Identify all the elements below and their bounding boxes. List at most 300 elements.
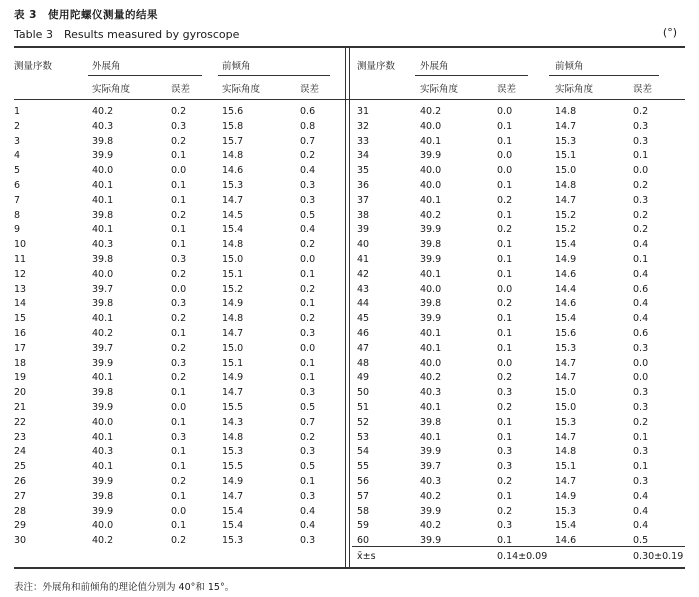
cell-right-outer-error: 0.0 bbox=[497, 283, 513, 295]
cell-left-front-actual: 14.5 bbox=[222, 209, 244, 221]
cell-right-front-actual: 15.6 bbox=[555, 328, 577, 339]
cell-left-seq: 10 bbox=[14, 239, 27, 251]
cell-right-front-error: 0.3 bbox=[633, 387, 649, 399]
cell-right-outer-actual: 39.9 bbox=[420, 224, 442, 236]
cell-left-front-error: 0.3 bbox=[300, 446, 316, 458]
cell-left-front-error: 0.4 bbox=[300, 520, 316, 532]
cell-left-front-error: 0.2 bbox=[300, 313, 316, 325]
cell-left-front-actual: 14.8 bbox=[222, 431, 244, 443]
cell-right-seq: 36 bbox=[357, 180, 370, 191]
cell-right-front-actual: 14.4 bbox=[555, 283, 577, 295]
cell-left-front-error: 0.1 bbox=[300, 372, 316, 384]
cell-right-outer-error: 0.1 bbox=[497, 342, 513, 354]
cell-left-front-error: 0.4 bbox=[300, 165, 316, 177]
outer-subheader-rule-right bbox=[415, 75, 528, 76]
cell-left-front-error: 0.3 bbox=[300, 328, 316, 339]
cell-left-outer-error: 0.1 bbox=[171, 446, 187, 458]
cell-right-outer-actual: 40.1 bbox=[420, 328, 442, 339]
header-seq-left: 测量序数 bbox=[14, 61, 53, 72]
cell-right-outer-error: 0.1 bbox=[497, 431, 513, 443]
cell-right-outer-actual: 39.9 bbox=[420, 446, 442, 458]
cell-right-front-error: 0.3 bbox=[633, 135, 649, 147]
cell-right-outer-error: 0.0 bbox=[497, 165, 513, 177]
cell-left-outer-error: 0.1 bbox=[171, 520, 187, 532]
cell-left-outer-actual: 40.1 bbox=[92, 372, 114, 384]
cell-right-outer-actual: 40.3 bbox=[420, 476, 442, 487]
cell-right-front-actual: 14.8 bbox=[555, 106, 577, 117]
cell-left-seq: 9 bbox=[14, 224, 21, 236]
cell-left-front-actual: 15.4 bbox=[222, 224, 244, 236]
cell-right-seq: 32 bbox=[357, 120, 370, 132]
header-outer-error-right: 误差 bbox=[497, 84, 517, 95]
cell-right-front-actual: 15.0 bbox=[555, 165, 577, 177]
header-front-error-left: 误差 bbox=[300, 84, 320, 95]
cell-right-outer-actual: 39.9 bbox=[420, 150, 442, 162]
cell-right-outer-actual: 39.8 bbox=[420, 239, 442, 251]
front-subheader-rule-right bbox=[549, 75, 659, 76]
cell-left-front-actual: 15.4 bbox=[222, 505, 244, 517]
divider-line-2 bbox=[349, 47, 350, 567]
cell-left-outer-error: 0.1 bbox=[171, 387, 187, 399]
cell-right-front-error: 0.2 bbox=[633, 209, 649, 221]
cell-left-outer-error: 0.0 bbox=[171, 283, 187, 295]
cell-right-front-error: 0.4 bbox=[633, 239, 649, 251]
cell-left-outer-error: 0.1 bbox=[171, 224, 187, 236]
cell-right-seq: 39 bbox=[357, 224, 370, 236]
cell-left-seq: 16 bbox=[14, 328, 27, 339]
cell-right-front-actual: 14.7 bbox=[555, 194, 577, 206]
cell-right-front-error: 0.4 bbox=[633, 490, 649, 502]
cell-right-outer-error: 0.3 bbox=[497, 461, 513, 473]
cell-right-seq: 53 bbox=[357, 431, 370, 443]
cell-left-front-actual: 15.5 bbox=[222, 402, 244, 413]
cell-left-outer-actual: 39.9 bbox=[92, 357, 114, 369]
cell-left-seq: 26 bbox=[14, 476, 27, 487]
divider-line-1 bbox=[345, 47, 346, 567]
cell-left-front-error: 0.8 bbox=[300, 120, 316, 132]
cell-left-outer-actual: 40.3 bbox=[92, 120, 114, 132]
cell-right-front-error: 0.1 bbox=[633, 150, 649, 162]
cell-right-front-error: 0.4 bbox=[633, 520, 649, 532]
cell-right-outer-error: 0.2 bbox=[497, 505, 513, 517]
cell-right-seq: 40 bbox=[357, 239, 370, 251]
cell-right-front-actual: 14.6 bbox=[555, 535, 577, 547]
cell-right-outer-error: 0.1 bbox=[497, 268, 513, 280]
cell-left-seq: 21 bbox=[14, 402, 27, 413]
header-front-left: 前倾角 bbox=[222, 61, 251, 72]
cell-right-front-error: 0.0 bbox=[633, 165, 649, 177]
cell-left-outer-actual: 39.7 bbox=[92, 283, 114, 295]
cell-left-front-error: 0.3 bbox=[300, 535, 316, 547]
cell-left-front-error: 0.2 bbox=[300, 239, 316, 251]
cell-left-front-error: 0.6 bbox=[300, 106, 316, 117]
cell-right-front-error: 0.4 bbox=[633, 298, 649, 310]
cell-left-seq: 27 bbox=[14, 490, 27, 502]
cell-right-front-error: 0.3 bbox=[633, 194, 649, 206]
cell-left-front-error: 0.2 bbox=[300, 283, 316, 295]
cell-right-seq: 49 bbox=[357, 372, 370, 384]
cell-right-front-error: 0.3 bbox=[633, 120, 649, 132]
cell-right-front-error: 0.2 bbox=[633, 180, 649, 191]
cell-right-front-error: 0.2 bbox=[633, 416, 649, 428]
cell-left-outer-actual: 39.9 bbox=[92, 505, 114, 517]
cell-right-front-error: 0.1 bbox=[633, 254, 649, 265]
cell-left-seq: 19 bbox=[14, 372, 27, 384]
cell-left-front-error: 0.4 bbox=[300, 224, 316, 236]
cell-left-front-error: 0.5 bbox=[300, 461, 316, 473]
cell-right-front-actual: 14.6 bbox=[555, 268, 577, 280]
cell-left-front-error: 0.0 bbox=[300, 342, 316, 354]
cell-right-outer-actual: 40.1 bbox=[420, 268, 442, 280]
cell-left-front-actual: 14.9 bbox=[222, 372, 244, 384]
cell-left-seq: 7 bbox=[14, 194, 21, 206]
cell-right-outer-error: 0.1 bbox=[497, 490, 513, 502]
cell-left-outer-actual: 39.7 bbox=[92, 342, 114, 354]
header-outer-left: 外展角 bbox=[92, 61, 121, 72]
cell-right-outer-actual: 40.2 bbox=[420, 490, 442, 502]
cell-left-outer-actual: 39.8 bbox=[92, 298, 114, 310]
cell-left-outer-actual: 40.1 bbox=[92, 194, 114, 206]
cell-right-seq: 46 bbox=[357, 328, 370, 339]
cell-left-seq: 8 bbox=[14, 209, 21, 221]
cell-left-seq: 23 bbox=[14, 431, 27, 443]
table-title-cn: 表 3 使用陀螺仪测量的结果 bbox=[14, 9, 158, 21]
cell-left-seq: 17 bbox=[14, 342, 27, 354]
cell-right-seq: 37 bbox=[357, 194, 370, 206]
cell-right-outer-actual: 40.0 bbox=[420, 357, 442, 369]
cell-right-seq: 42 bbox=[357, 268, 370, 280]
cell-left-front-actual: 14.7 bbox=[222, 328, 244, 339]
cell-left-seq: 13 bbox=[14, 283, 27, 295]
cell-right-outer-error: 0.3 bbox=[497, 446, 513, 458]
cell-left-front-error: 0.3 bbox=[300, 194, 316, 206]
cell-right-front-actual: 14.7 bbox=[555, 431, 577, 443]
cell-left-outer-error: 0.0 bbox=[171, 505, 187, 517]
cell-right-seq: 38 bbox=[357, 209, 370, 221]
cell-right-front-actual: 15.1 bbox=[555, 150, 577, 162]
cell-right-outer-actual: 39.9 bbox=[420, 505, 442, 517]
cell-right-front-actual: 14.8 bbox=[555, 180, 577, 191]
cell-left-front-actual: 14.8 bbox=[222, 313, 244, 325]
cell-left-front-actual: 15.3 bbox=[222, 535, 244, 547]
cell-left-outer-error: 0.1 bbox=[171, 328, 187, 339]
cell-left-front-error: 0.2 bbox=[300, 150, 316, 162]
cell-left-outer-actual: 40.0 bbox=[92, 165, 114, 177]
cell-right-front-error: 0.6 bbox=[633, 283, 649, 295]
cell-left-outer-actual: 39.8 bbox=[92, 387, 114, 399]
cell-left-front-actual: 14.7 bbox=[222, 490, 244, 502]
cell-right-outer-error: 0.1 bbox=[497, 120, 513, 132]
cell-right-front-error: 0.1 bbox=[633, 461, 649, 473]
cell-right-outer-actual: 40.2 bbox=[420, 372, 442, 384]
cell-left-outer-error: 0.1 bbox=[171, 180, 187, 191]
cell-left-outer-error: 0.1 bbox=[171, 194, 187, 206]
cell-left-outer-actual: 40.3 bbox=[92, 239, 114, 251]
cell-left-front-actual: 14.9 bbox=[222, 476, 244, 487]
cell-left-seq: 12 bbox=[14, 268, 27, 280]
cell-right-outer-error: 0.2 bbox=[497, 372, 513, 384]
cell-right-outer-error: 0.2 bbox=[497, 476, 513, 487]
cell-left-outer-actual: 40.1 bbox=[92, 180, 114, 191]
cell-left-outer-error: 0.2 bbox=[171, 106, 187, 117]
cell-right-outer-error: 0.3 bbox=[497, 387, 513, 399]
cell-right-outer-error: 0.2 bbox=[497, 224, 513, 236]
cell-left-seq: 20 bbox=[14, 387, 27, 399]
cell-right-seq: 43 bbox=[357, 283, 370, 295]
cell-left-outer-error: 0.0 bbox=[171, 402, 187, 413]
cell-left-outer-actual: 39.8 bbox=[92, 209, 114, 221]
cell-right-front-error: 0.1 bbox=[633, 431, 649, 443]
cell-right-front-actual: 14.7 bbox=[555, 120, 577, 132]
cell-left-outer-actual: 39.8 bbox=[92, 135, 114, 147]
cell-left-front-actual: 14.7 bbox=[222, 194, 244, 206]
cell-right-front-error: 0.3 bbox=[633, 476, 649, 487]
header-outer-right: 外展角 bbox=[420, 61, 449, 72]
cell-left-front-actual: 14.8 bbox=[222, 150, 244, 162]
cell-right-outer-error: 0.1 bbox=[497, 254, 513, 265]
cell-left-front-error: 0.7 bbox=[300, 135, 316, 147]
cell-left-front-actual: 15.4 bbox=[222, 520, 244, 532]
cell-right-seq: 34 bbox=[357, 150, 370, 162]
cell-right-front-actual: 14.9 bbox=[555, 254, 577, 265]
cell-right-seq: 51 bbox=[357, 402, 370, 413]
cell-left-seq: 28 bbox=[14, 505, 27, 517]
cell-right-seq: 45 bbox=[357, 313, 370, 325]
cell-right-seq: 59 bbox=[357, 520, 370, 532]
cell-right-seq: 54 bbox=[357, 446, 370, 458]
cell-left-seq: 6 bbox=[14, 180, 21, 191]
cell-right-outer-actual: 40.2 bbox=[420, 209, 442, 221]
table-title-en: Table 3 Results measured by gyroscope bbox=[14, 28, 240, 41]
cell-left-outer-actual: 40.0 bbox=[92, 416, 114, 428]
cell-right-seq: 55 bbox=[357, 461, 370, 473]
cell-left-front-error: 0.5 bbox=[300, 209, 316, 221]
cell-left-front-error: 0.1 bbox=[300, 476, 316, 487]
cell-left-front-actual: 14.6 bbox=[222, 165, 244, 177]
cell-right-seq: 56 bbox=[357, 476, 370, 487]
cell-left-front-error: 0.3 bbox=[300, 490, 316, 502]
cell-right-outer-actual: 40.2 bbox=[420, 106, 442, 117]
cell-right-outer-error: 0.1 bbox=[497, 180, 513, 191]
cell-right-outer-error: 0.1 bbox=[497, 535, 513, 547]
cell-right-outer-actual: 39.8 bbox=[420, 298, 442, 310]
cell-right-outer-error: 0.2 bbox=[497, 194, 513, 206]
cell-left-front-actual: 15.2 bbox=[222, 283, 244, 295]
cell-left-front-actual: 14.8 bbox=[222, 239, 244, 251]
cell-right-outer-error: 0.1 bbox=[497, 328, 513, 339]
cell-left-front-error: 0.1 bbox=[300, 357, 316, 369]
cell-right-front-error: 0.2 bbox=[633, 224, 649, 236]
cell-right-outer-error: 0.3 bbox=[497, 520, 513, 532]
cell-left-front-error: 0.0 bbox=[300, 254, 316, 265]
cell-right-seq: 48 bbox=[357, 357, 370, 369]
cell-left-front-actual: 15.1 bbox=[222, 268, 244, 280]
cell-left-outer-actual: 40.1 bbox=[92, 224, 114, 236]
cell-left-outer-actual: 39.9 bbox=[92, 150, 114, 162]
cell-right-seq: 41 bbox=[357, 254, 370, 265]
cell-left-outer-error: 0.3 bbox=[171, 254, 187, 265]
cell-left-outer-error: 0.2 bbox=[171, 135, 187, 147]
cell-right-outer-actual: 39.9 bbox=[420, 254, 442, 265]
cell-right-outer-error: 0.0 bbox=[497, 150, 513, 162]
cell-right-outer-actual: 40.0 bbox=[420, 283, 442, 295]
cell-left-seq: 2 bbox=[14, 120, 21, 132]
cell-right-front-actual: 14.7 bbox=[555, 476, 577, 487]
cell-left-outer-error: 0.3 bbox=[171, 431, 187, 443]
cell-left-front-actual: 14.3 bbox=[222, 416, 244, 428]
cell-left-front-error: 0.1 bbox=[300, 298, 316, 310]
cell-right-seq: 31 bbox=[357, 106, 370, 117]
table-unit: (°) bbox=[662, 26, 677, 39]
cell-left-seq: 24 bbox=[14, 446, 27, 458]
cell-right-seq: 33 bbox=[357, 135, 370, 147]
cell-left-front-actual: 15.5 bbox=[222, 461, 244, 473]
cell-right-outer-actual: 39.8 bbox=[420, 416, 442, 428]
cell-left-front-error: 0.7 bbox=[300, 416, 316, 428]
cell-left-outer-actual: 40.0 bbox=[92, 520, 114, 532]
cell-right-front-actual: 15.4 bbox=[555, 313, 577, 325]
cell-right-front-error: 0.3 bbox=[633, 402, 649, 413]
cell-left-front-error: 0.4 bbox=[300, 505, 316, 517]
cell-right-outer-actual: 39.7 bbox=[420, 461, 442, 473]
cell-right-outer-actual: 40.1 bbox=[420, 402, 442, 413]
cell-right-seq: 50 bbox=[357, 387, 370, 399]
cell-right-front-actual: 14.9 bbox=[555, 490, 577, 502]
cell-right-seq: 57 bbox=[357, 490, 370, 502]
cell-right-seq: 58 bbox=[357, 505, 370, 517]
header-outer-actual-right: 实际角度 bbox=[420, 84, 459, 95]
cell-right-front-actual: 15.2 bbox=[555, 209, 577, 221]
cell-right-front-actual: 15.1 bbox=[555, 461, 577, 473]
cell-left-outer-error: 0.2 bbox=[171, 476, 187, 487]
cell-right-front-actual: 15.2 bbox=[555, 224, 577, 236]
cell-left-seq: 25 bbox=[14, 461, 27, 473]
cell-right-outer-error: 0.2 bbox=[497, 298, 513, 310]
cell-left-outer-actual: 40.1 bbox=[92, 313, 114, 325]
cell-right-outer-actual: 40.1 bbox=[420, 135, 442, 147]
cell-right-outer-actual: 40.1 bbox=[420, 194, 442, 206]
cell-left-outer-error: 0.2 bbox=[171, 268, 187, 280]
cell-right-outer-error: 0.0 bbox=[497, 357, 513, 369]
cell-left-outer-error: 0.2 bbox=[171, 535, 187, 547]
header-front-actual-right: 实际角度 bbox=[555, 84, 594, 95]
cell-left-front-actual: 15.0 bbox=[222, 342, 244, 354]
summary-label: x̄±s bbox=[357, 551, 376, 562]
cell-right-outer-error: 0.1 bbox=[497, 135, 513, 147]
cell-left-front-actual: 15.3 bbox=[222, 446, 244, 458]
cell-left-outer-actual: 40.2 bbox=[92, 106, 114, 117]
cell-left-outer-actual: 40.3 bbox=[92, 446, 114, 458]
cell-left-front-actual: 15.3 bbox=[222, 180, 244, 191]
cell-right-front-actual: 14.6 bbox=[555, 298, 577, 310]
cell-left-outer-actual: 39.8 bbox=[92, 254, 114, 265]
cell-left-seq: 22 bbox=[14, 416, 27, 428]
cell-left-front-actual: 15.7 bbox=[222, 135, 244, 147]
cell-left-seq: 30 bbox=[14, 535, 27, 547]
cell-left-outer-error: 0.3 bbox=[171, 298, 187, 310]
cell-right-front-error: 0.2 bbox=[633, 106, 649, 117]
cell-left-outer-actual: 40.2 bbox=[92, 535, 114, 547]
cell-left-outer-actual: 39.9 bbox=[92, 402, 114, 413]
cell-left-front-error: 0.3 bbox=[300, 180, 316, 191]
cell-left-front-error: 0.2 bbox=[300, 431, 316, 443]
cell-left-outer-actual: 40.1 bbox=[92, 461, 114, 473]
cell-left-front-error: 0.3 bbox=[300, 387, 316, 399]
header-seq-right: 测量序数 bbox=[357, 61, 396, 72]
cell-right-front-actual: 15.3 bbox=[555, 505, 577, 517]
cell-left-seq: 4 bbox=[14, 150, 21, 162]
summary-outer-error: 0.14±0.09 bbox=[497, 551, 548, 562]
cell-left-seq: 1 bbox=[14, 106, 21, 117]
cell-left-front-error: 0.5 bbox=[300, 402, 316, 413]
cell-right-front-error: 0.0 bbox=[633, 357, 649, 369]
cell-right-front-actual: 14.7 bbox=[555, 372, 577, 384]
cell-right-front-error: 0.4 bbox=[633, 505, 649, 517]
cell-right-front-actual: 15.4 bbox=[555, 520, 577, 532]
cell-right-front-actual: 14.7 bbox=[555, 357, 577, 369]
cell-right-seq: 60 bbox=[357, 535, 370, 547]
cell-left-seq: 3 bbox=[14, 135, 21, 147]
cell-right-front-error: 0.3 bbox=[633, 446, 649, 458]
cell-right-front-error: 0.0 bbox=[633, 372, 649, 384]
cell-left-seq: 15 bbox=[14, 313, 27, 325]
cell-left-outer-actual: 40.1 bbox=[92, 431, 114, 443]
cell-right-outer-error: 0.1 bbox=[497, 416, 513, 428]
cell-left-outer-actual: 40.0 bbox=[92, 268, 114, 280]
cell-right-outer-actual: 40.1 bbox=[420, 342, 442, 354]
cell-right-outer-error: 0.1 bbox=[497, 313, 513, 325]
cell-left-outer-error: 0.2 bbox=[171, 313, 187, 325]
cell-right-outer-actual: 39.9 bbox=[420, 535, 442, 547]
table-footnote: 表注：外展角和前倾角的理论值分别为 40°和 15°。 bbox=[14, 582, 235, 593]
cell-right-front-error: 0.4 bbox=[633, 268, 649, 280]
cell-right-front-actual: 15.0 bbox=[555, 387, 577, 399]
cell-left-outer-actual: 40.2 bbox=[92, 328, 114, 339]
cell-left-seq: 18 bbox=[14, 357, 27, 369]
cell-left-front-actual: 15.6 bbox=[222, 106, 244, 117]
cell-right-outer-actual: 40.1 bbox=[420, 431, 442, 443]
cell-left-seq: 5 bbox=[14, 165, 21, 177]
cell-left-outer-error: 0.2 bbox=[171, 209, 187, 221]
cell-left-outer-error: 0.3 bbox=[171, 120, 187, 132]
cell-right-outer-actual: 40.0 bbox=[420, 120, 442, 132]
cell-right-front-error: 0.4 bbox=[633, 313, 649, 325]
header-outer-actual-left: 实际角度 bbox=[92, 84, 131, 95]
cell-right-seq: 35 bbox=[357, 165, 370, 177]
cell-right-front-error: 0.6 bbox=[633, 328, 649, 339]
cell-left-outer-error: 0.3 bbox=[171, 357, 187, 369]
cell-left-outer-actual: 39.9 bbox=[92, 476, 114, 487]
cell-left-outer-error: 0.1 bbox=[171, 490, 187, 502]
cell-right-front-actual: 15.3 bbox=[555, 135, 577, 147]
cell-left-front-actual: 15.0 bbox=[222, 254, 244, 265]
cell-left-outer-actual: 39.8 bbox=[92, 490, 114, 502]
cell-right-front-error: 0.5 bbox=[633, 535, 649, 547]
cell-left-outer-error: 0.1 bbox=[171, 239, 187, 251]
cell-right-outer-error: 0.0 bbox=[497, 106, 513, 117]
cell-right-outer-error: 0.1 bbox=[497, 209, 513, 221]
cell-left-outer-error: 0.0 bbox=[171, 165, 187, 177]
cell-right-outer-error: 0.1 bbox=[497, 239, 513, 251]
cell-left-front-actual: 15.8 bbox=[222, 120, 244, 132]
cell-right-outer-actual: 39.9 bbox=[420, 313, 442, 325]
cell-left-seq: 14 bbox=[14, 298, 27, 310]
cell-left-front-actual: 14.9 bbox=[222, 298, 244, 310]
cell-left-outer-error: 0.2 bbox=[171, 372, 187, 384]
front-subheader-rule-left bbox=[218, 75, 330, 76]
cell-right-front-actual: 15.0 bbox=[555, 402, 577, 413]
cell-right-front-actual: 14.8 bbox=[555, 446, 577, 458]
